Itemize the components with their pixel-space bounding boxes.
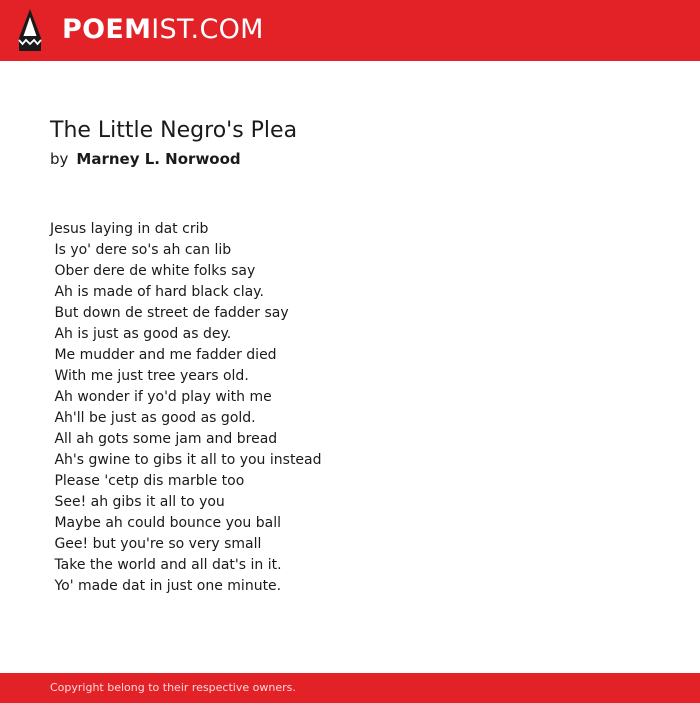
wordmark-thin: IST.COM bbox=[151, 14, 264, 45]
poem-line: Yo' made dat in just one minute. bbox=[50, 578, 282, 594]
poem-line: Ah'll be just as good as gold. bbox=[50, 410, 256, 426]
poem-body bbox=[50, 219, 670, 597]
poem-line: See! ah gibs it all to you bbox=[50, 494, 225, 510]
poem-line: Me mudder and me fadder died bbox=[50, 347, 277, 363]
poem-line: All ah gots some jam and bread bbox=[50, 431, 278, 447]
poem-line: With me just tree years old. bbox=[50, 368, 249, 384]
poem-line: Maybe ah could bounce you ball bbox=[50, 515, 281, 531]
poem-line: Gee! but you're so very small bbox=[50, 536, 262, 552]
site-logo-link[interactable] bbox=[17, 8, 264, 52]
wordmark-bold: POEM bbox=[62, 14, 152, 45]
poem-line: Ah is made of hard black clay. bbox=[50, 284, 264, 300]
site-header bbox=[0, 0, 700, 61]
poem-line: Ah's gwine to gibs it all to you instead bbox=[50, 452, 322, 468]
poem-line: Ah is just as good as dey. bbox=[50, 326, 232, 342]
poem-line: Jesus laying in dat crib bbox=[50, 221, 209, 237]
poem-line: Please 'cetp dis marble too bbox=[50, 473, 245, 489]
poem-header bbox=[50, 116, 670, 170]
poem-line: Ober dere de white folks say bbox=[50, 263, 256, 279]
copyright-notice: Copyright belong to their respective owners. bbox=[50, 681, 296, 694]
poem-line: Is yo' dere so's ah can lib bbox=[50, 242, 232, 258]
poem-line: Take the world and all dat's in it. bbox=[50, 557, 282, 573]
pencil-tip-icon bbox=[17, 8, 43, 52]
author-name: Marney L. Norwood bbox=[76, 150, 241, 168]
poem-byline bbox=[50, 148, 670, 170]
poem-title: The Little Negro's Plea bbox=[50, 118, 298, 143]
poem-line: Ah wonder if yo'd play with me bbox=[50, 389, 272, 405]
poem-line: But down de street de fadder say bbox=[50, 305, 289, 321]
by-label: by bbox=[50, 150, 69, 168]
site-wordmark bbox=[62, 8, 264, 52]
site-footer bbox=[0, 673, 700, 703]
